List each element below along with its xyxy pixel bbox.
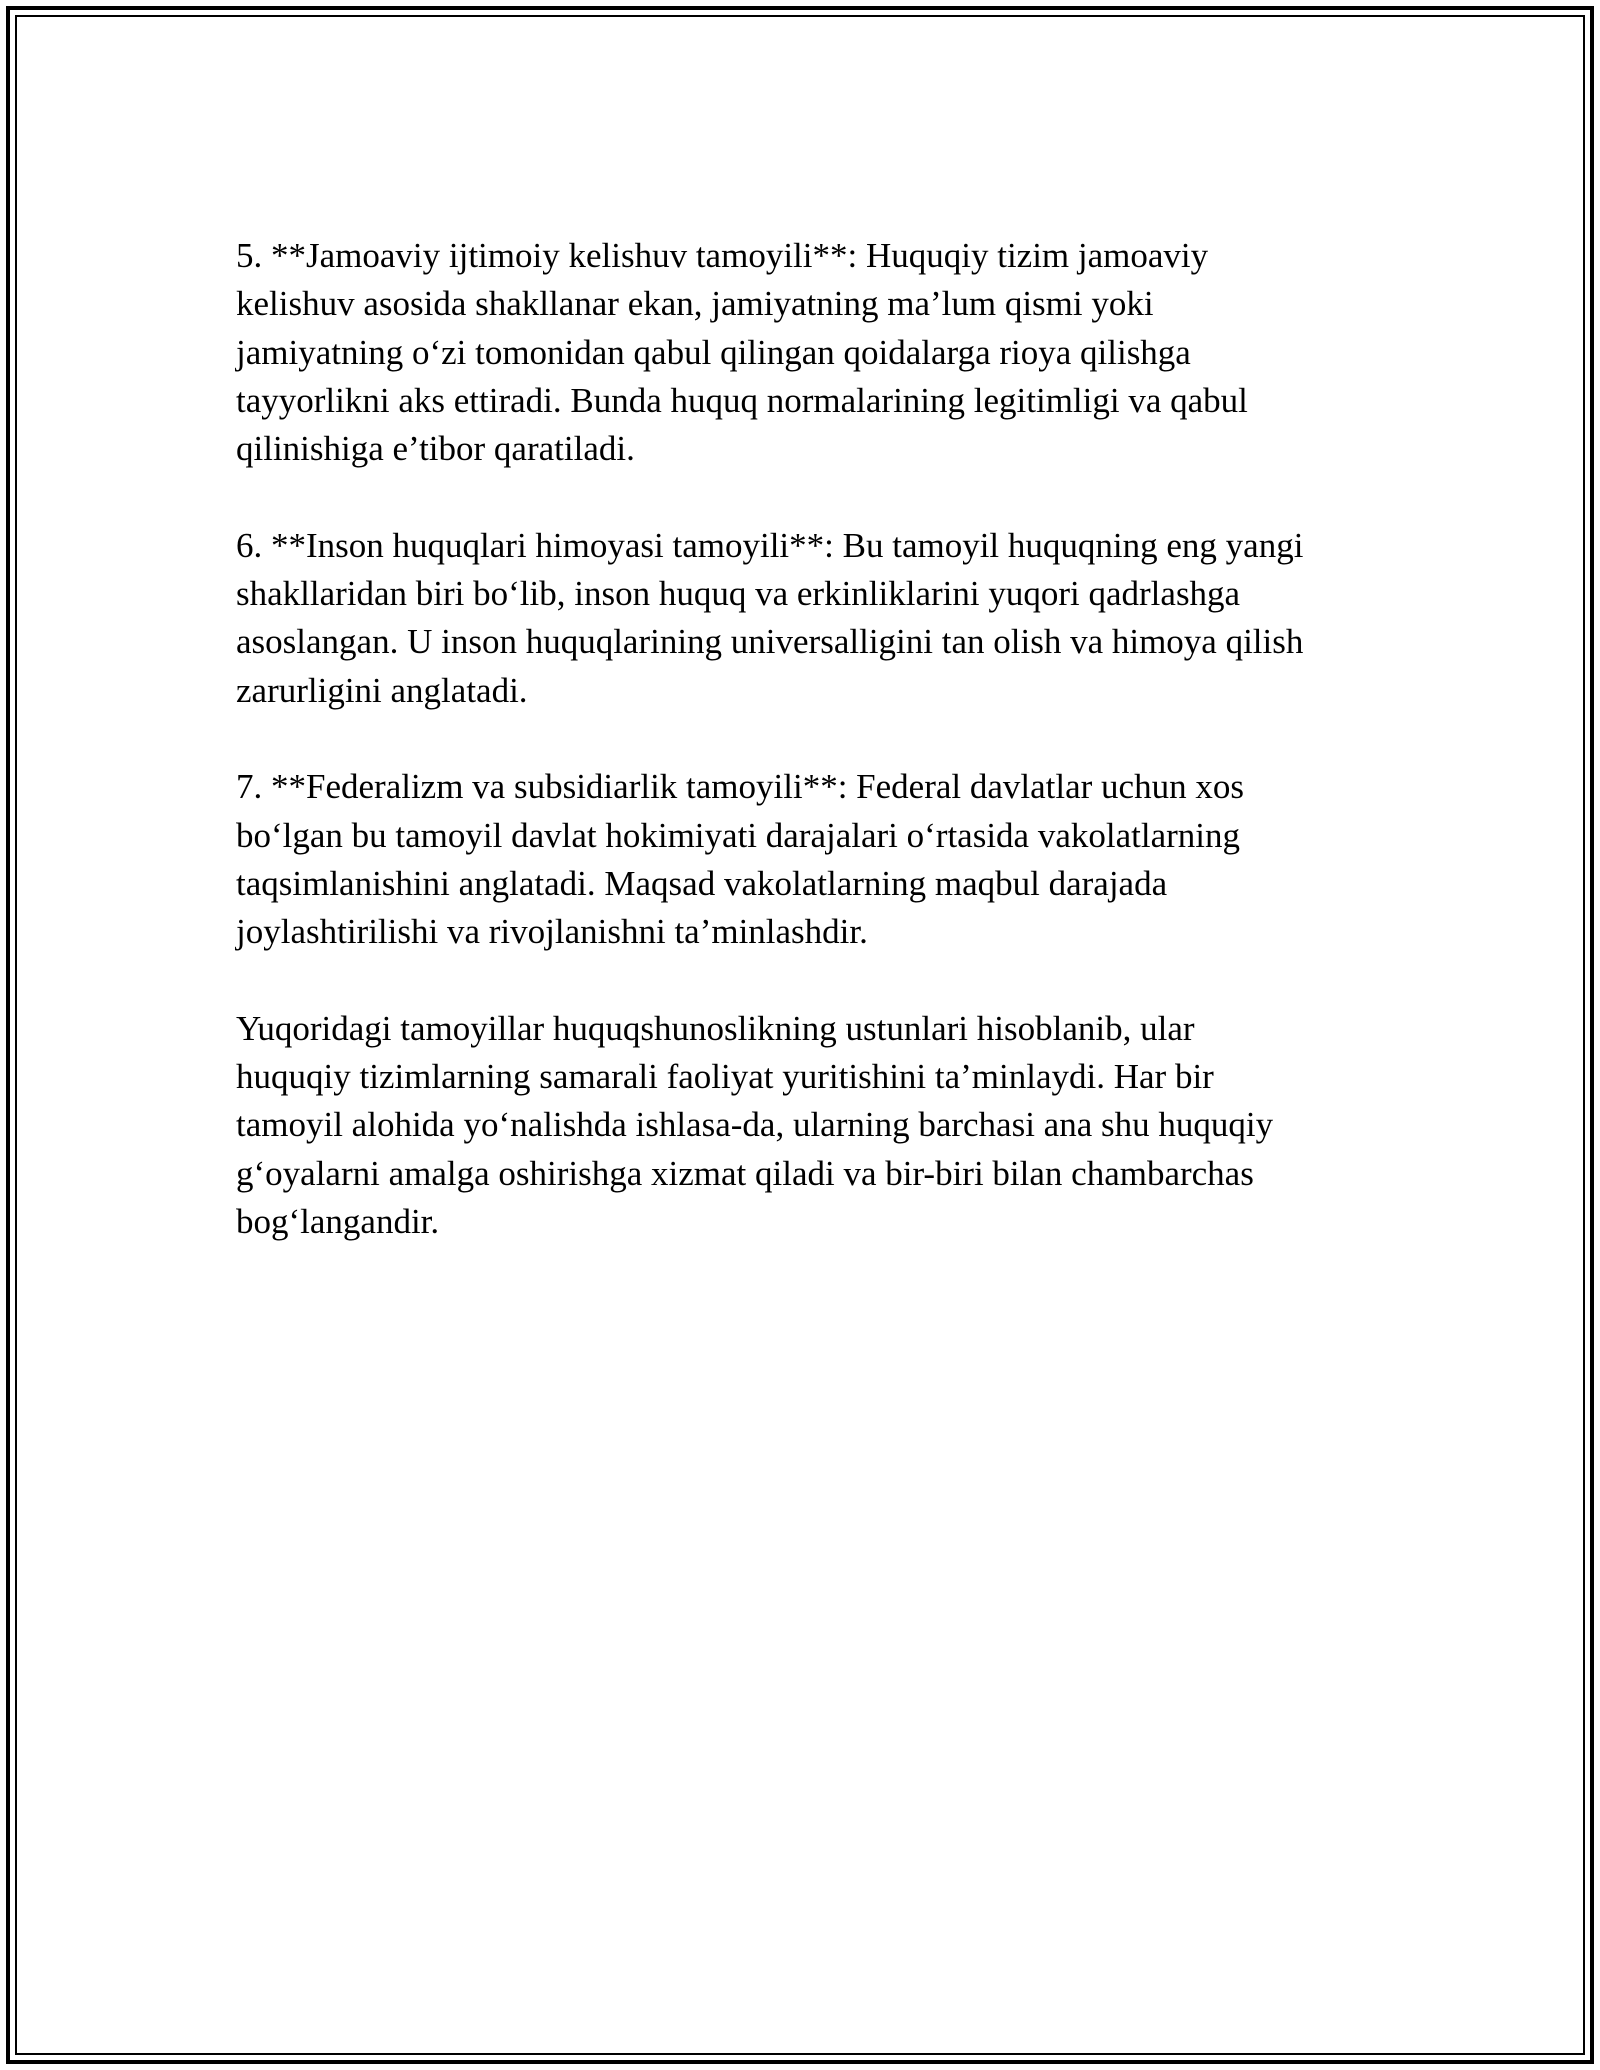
text-line: g‘oyalarni amalga oshirishga xizmat qiladi va bir-biri bilan chambarchas xyxy=(236,1153,1254,1193)
text-line: tayyorlikni aks ettiradi. Bunda huquq normalarining legitimligi va qabul xyxy=(236,380,1248,420)
text-line: 5. **Jamoaviy ijtimoiy kelishuv tamoyili**: Huquqiy tizim jamoaviy xyxy=(236,236,1209,275)
paragraph-principle-7 xyxy=(236,763,1366,956)
text-line: zarurligini anglatadi. xyxy=(236,670,528,710)
text-line: 6. **Inson huquqlari himoyasi tamoyili**: Bu tamoyil huquqning eng yangi xyxy=(236,525,1304,565)
document-body xyxy=(236,232,1366,1295)
text-line: jamiyatning o‘zi tomonidan qabul qilingan qoidalarga rioya qilishga xyxy=(236,332,1191,372)
text-line: bo‘lgan bu tamoyil davlat hokimiyati darajalari o‘rtasida vakolatlarning xyxy=(236,815,1240,855)
text-line: bog‘langandir. xyxy=(236,1201,440,1241)
text-line: tamoyil alohida yo‘nalishda ishlasa-da, ularning barchasi ana shu huquqiy xyxy=(236,1105,1274,1145)
text-line: 7. **Federalizm va subsidiarlik tamoyili**: Federal davlatlar uchun xos xyxy=(236,767,1244,807)
text-line: joylashtirilishi va rivojlanishni ta’minlashdir. xyxy=(236,912,868,952)
paragraph-conclusion xyxy=(236,1005,1366,1246)
paragraph-principle-6 xyxy=(236,522,1366,715)
text-line: huquqiy tizimlarning samarali faoliyat yuritishini ta’minlaydi. Har bir xyxy=(236,1057,1214,1097)
text-line: asoslangan. U inson huquqlarining universalligini tan olish va himoya qilish xyxy=(236,622,1304,662)
paragraph-principle-5 xyxy=(236,232,1366,473)
text-line: taqsimlanishini anglatadi. Maqsad vakolatlarning maqbul darajada xyxy=(236,863,1168,903)
text-line: Yuqoridagi tamoyillar huquqshunoslikning ustunlari hisoblanib, ular xyxy=(236,1008,1195,1048)
text-line: shakllaridan biri bo‘lib, inson huquq va erkinliklarini yuqori qadrlashga xyxy=(236,574,1241,614)
text-line: qilinishiga e’tibor qaratiladi. xyxy=(236,429,635,469)
text-line: kelishuv asosida shakllanar ekan, jamiyatning ma’lum qismi yoki xyxy=(236,284,1154,324)
